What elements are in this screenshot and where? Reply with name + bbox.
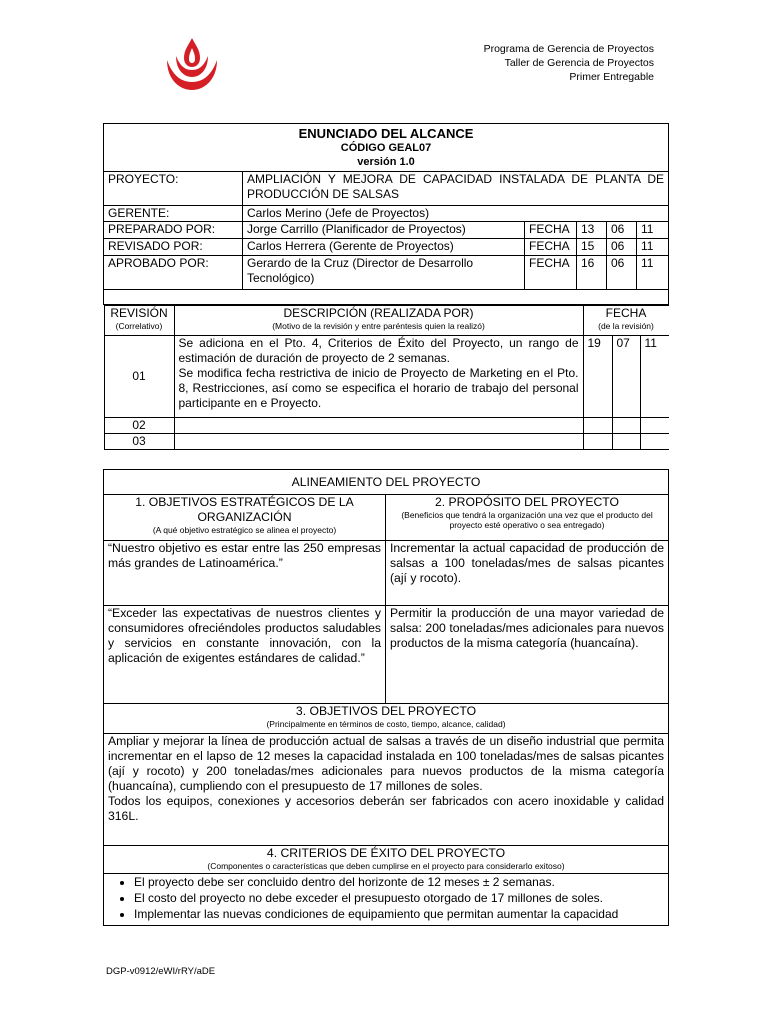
spacer-row (104, 290, 669, 305)
project-purpose-header (386, 495, 669, 541)
revision-day: 19 (583, 336, 612, 418)
manager-label: GERENTE: (104, 206, 243, 222)
date-header-label: FECHA (605, 306, 647, 320)
alignment-title: ALINEAMIENTO DEL PROYECTO (104, 470, 669, 495)
date-month: 06 (607, 222, 637, 239)
project-label: PROYECTO: (104, 172, 243, 206)
date-day: 13 (577, 222, 607, 239)
manager-value: Carlos Merino (Jefe de Proyectos) (243, 206, 669, 222)
revisions-table (104, 305, 669, 450)
revision-header-sub: (Correlativo) (115, 321, 163, 331)
document-header (484, 42, 654, 84)
project-value: AMPLIACIÓN Y MEJORA DE CAPACIDAD INSTALADA DE PLANTA DE PRODUCCIÓN DE SALSAS (243, 172, 669, 206)
success-criterion: • El proyecto debe ser concluido dentro del horizonte de 12 meses ± 2 semanas. (134, 874, 664, 890)
revision-description (174, 434, 583, 450)
project-purpose-1: Incrementar la actual capacidad de producción de salsas a 100 toneladas/mes de salsas picantes (ají y rocoto). (386, 541, 669, 606)
deliverable-name: Primer Entregable (569, 71, 654, 83)
section-2-title: 2. PROPÓSITO DEL PROYECTO (435, 495, 619, 509)
date-year: 11 (637, 256, 669, 290)
project-objectives-paragraph: Todos los equipos, conexiones y accesorios deberán ser fabricados con acero inoxidable y calidad 316L. (108, 794, 665, 823)
reviewed-label: REVISADO POR: (104, 239, 243, 256)
revisions-container (104, 305, 669, 451)
section-4-title: 4. CRITERIOS DE ÉXITO DEL PROYECTO (266, 846, 506, 860)
description-header (174, 306, 583, 336)
fecha-label: FECHA (525, 256, 577, 290)
revision-header-label: REVISIÓN (110, 306, 168, 320)
success-criterion: • El costo del proyecto no debe exceder el presupuesto otorgado de 17 millones de soles. (134, 890, 664, 906)
fecha-label: FECHA (525, 239, 577, 256)
date-header (583, 306, 669, 336)
section-1-sub: (A qué objetivo estratégico se alinea el proyecto) (152, 525, 337, 535)
date-year: 11 (637, 239, 669, 256)
strategic-objective-1: “Nuestro objetivo es estar entre las 250 empresas más grandes de Latinoamérica.” (104, 541, 386, 606)
section-2-sub: (Beneficios que tendrá la organización una vez que el producto del proyecto esté operativo o sea entregado) (401, 510, 653, 530)
description-header-sub: (Motivo de la revisión y entre paréntesis quien la realizó) (272, 321, 485, 331)
revision-day (583, 434, 612, 450)
scope-code: CÓDIGO GEAL07 (340, 142, 432, 154)
project-objectives-text (104, 734, 669, 846)
scope-version: versión 1.0 (357, 156, 415, 168)
scope-title: ENUNCIADO DEL ALCANCE (298, 126, 474, 141)
document-footer-code: DGP-v0912/eWI/rRY/aDE (106, 966, 216, 977)
date-header-sub: (de la revisión) (598, 321, 654, 331)
program-name: Programa de Gerencia de Proyectos (483, 43, 654, 55)
revision-year: 11 (640, 336, 669, 418)
revision-number: 03 (104, 434, 174, 450)
success-criterion: • Implementar las nuevas condiciones de equipamiento que permitan aumentar la capacidad (134, 906, 664, 922)
scope-title-cell (104, 124, 669, 172)
revision-number: 01 (104, 336, 174, 418)
section-1-title: 1. OBJETIVOS ESTRATÉGICOS DE LA ORGANIZACIÓN (135, 495, 354, 524)
project-objectives-header (104, 704, 669, 734)
revision-description (174, 418, 583, 434)
strategic-objectives-header (104, 495, 386, 541)
revision-day (583, 418, 612, 434)
revision-number: 02 (104, 418, 174, 434)
revision-year (640, 418, 669, 434)
revision-month (612, 418, 640, 434)
approved-label: APROBADO POR: (104, 256, 243, 290)
prepared-value: Jorge Carrillo (Planificador de Proyectos) (243, 222, 525, 239)
success-criteria-list-cell (104, 874, 669, 926)
section-4-sub: (Componentes o características que deben cumplirse en el proyecto para considerarlo exitoso) (207, 861, 565, 871)
project-objectives-paragraph: Ampliar y mejorar la línea de producción actual de salsas a través de un diseño industrial que permita incrementar en el lapso de 12 meses la capacidad instalada en 100 toneladas/mes de salsas picantes (ají y rocoto) y 200 toneladas/mes adicionales para nuevos productos de la misma categoría (huancaína), cumpliendo con el presupuesto de 17 millones de soles. (108, 734, 665, 793)
revision-month (612, 434, 640, 450)
success-criteria-list (108, 874, 664, 922)
alignment-table (103, 469, 669, 926)
section-3-sub: (Principalmente en términos de costo, tiempo, alcance, calidad) (266, 719, 506, 729)
date-month: 06 (607, 239, 637, 256)
revision-description-line: Se modifica fecha restrictiva de inicio de Proyecto de Marketing en el Pto. 8, Restricciones, así como se especifica el horario de trabajo del personal participante en e Proyecto. (178, 366, 579, 410)
prepared-label: PREPARADO POR: (104, 222, 243, 239)
scope-statement-table (103, 123, 669, 450)
section-3-title: 3. OBJETIVOS DEL PROYECTO (295, 704, 477, 718)
success-criteria-header (104, 846, 669, 874)
strategic-objective-2: “Exceder las expectativas de nuestros clientes y consumidores ofreciéndoles productos saludables y servicios en constante innovación, con la aplicación de exigentes estándares de calidad.” (104, 606, 386, 704)
fecha-label: FECHA (525, 222, 577, 239)
revision-description (174, 336, 583, 418)
approved-value: Gerardo de la Cruz (Director de Desarrollo Tecnológico) (243, 256, 525, 290)
date-month: 06 (607, 256, 637, 290)
revision-year (640, 434, 669, 450)
university-logo-icon (162, 36, 222, 92)
date-day: 16 (577, 256, 607, 290)
revision-description-line: Se adiciona en el Pto. 4, Criterios de Éxito del Proyecto, un rango de estimación de duración de proyecto de 2 semanas. (178, 336, 579, 365)
date-day: 15 (577, 239, 607, 256)
revision-header (104, 306, 174, 336)
date-year: 11 (637, 222, 669, 239)
reviewed-value: Carlos Herrera (Gerente de Proyectos) (243, 239, 525, 256)
description-header-label: DESCRIPCIÓN (REALIZADA POR) (283, 306, 474, 320)
project-purpose-2: Permitir la producción de una mayor variedad de salsa: 200 toneladas/mes adicionales para nuevos productos de la misma categoría (huancaína). (386, 606, 669, 704)
workshop-name: Taller de Gerencia de Proyectos (504, 57, 654, 69)
revision-month: 07 (612, 336, 640, 418)
